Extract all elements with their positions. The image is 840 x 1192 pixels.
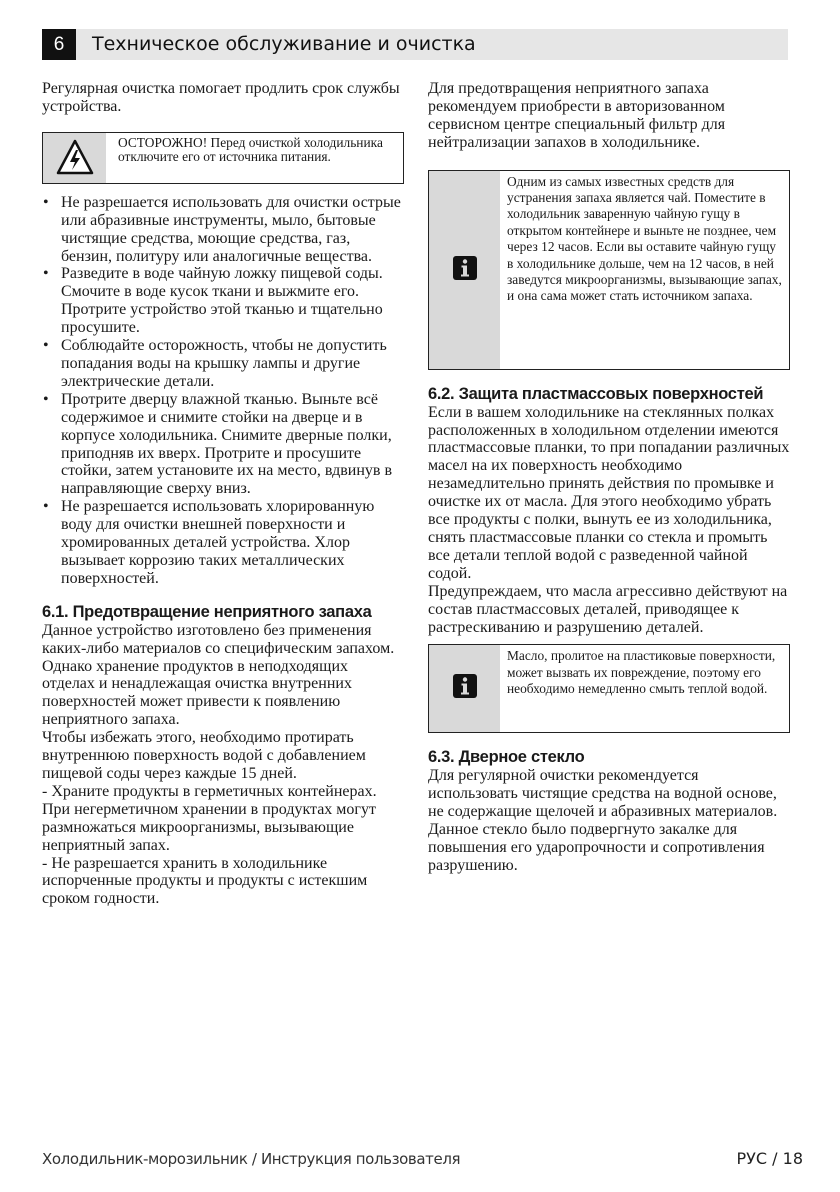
section-6-3-paragraph: Данное стекло было подвергнуто закалке для повышения его ударопрочности и сопротивления разрушению. (428, 821, 765, 874)
cleaning-bullet-list (42, 194, 404, 588)
info-text: Масло, пролитое на пластиковые поверхности, может вызвать их повреждение, поэтому его необходимо немедленно смыть теплой водой. (507, 648, 776, 697)
section-header (42, 29, 788, 60)
footer-page-number: РУС / 18 (736, 1149, 803, 1168)
section-6-1-heading: 6.1. Предотвращение неприятного запаха (42, 602, 372, 621)
list-item: • Не разрешается использовать хлорированную воду для очистки внешней поверхности и хромированных деталей устройства. Хлор вызывает коррозию таких металлических поверхностей. (42, 498, 404, 588)
section-6-2-paragraph: Предупреждаем, что масла агрессивно действуют на состав пластмассовых деталей, приводящее к растрескиванию и разрушению деталей. (428, 582, 788, 636)
warning-icon-box (43, 133, 106, 183)
info-box-tea (428, 170, 790, 370)
list-item: • Не разрешается использовать для очистки острые или абразивные инструменты, мыло, бытовые чистящие средства, моющие средства, газ, бензин, политуру или аналогичные вещества. (42, 194, 404, 266)
info-box-oil (428, 644, 790, 733)
section-6-1-paragraph: - Не разрешается хранить в холодильнике испорченные продукты и продукты с истекшим сроком годности. (42, 854, 368, 908)
warning-box (42, 132, 404, 184)
info-icon-box (429, 645, 500, 732)
section-6-1-paragraph: - Храните продукты в герметичных контейнерах. При негерметичном хранении в продуктах могут размножаться микроорганизмы, вызывающие неприятный запах. (42, 782, 377, 854)
footer-document-title: Холодильник-морозильник / Инструкция пользователя (42, 1150, 461, 1168)
left-column (42, 80, 404, 908)
info-icon-box (429, 171, 500, 369)
list-item: • Протрите дверцу влажной тканью. Выньте всё содержимое и снимите стойки на дверце и в корпусе холодильника. Снимите дверные полки, приподняв их вверх. Протрите и просушите стойки, затем установите их на место, вдвинув в направляющие сверху вниз. (42, 391, 404, 498)
section-6-1-paragraph: Чтобы избежать этого, необходимо протирать внутреннюю поверхность водой с добавлением пищевой соды через каждые 15 дней. (42, 729, 366, 782)
right-column (428, 80, 790, 875)
list-item: • Соблюдайте осторожность, чтобы не допустить попадания воды на крышку лампы и другие электрические детали. (42, 337, 404, 391)
info-icon (452, 673, 478, 699)
info-text: Одним из самых известных средств для устранения запаха является чай. Поместите в холодильник заваренную чайную гущу в открытом контейнере и выньте не позднее, чем через 12 часов. Если вы оставите чайную гущу в холодильнике дольше, чем на 12 часов, в ней заведутся микроорганизмы, вызывающие запах, и она сама может стать источником запаха. (507, 173, 782, 304)
section-6-3-heading: 6.3. Дверное стекло (428, 748, 585, 767)
warning-text: ОСТОРОЖНО! Перед очисткой холодильника отключите его от источника питания. (118, 134, 383, 165)
section-number: 6 (42, 29, 76, 60)
section-title: Техническое обслуживание и очистка (92, 33, 476, 55)
section-6-2-paragraph: Если в вашем холодильнике на стеклянных полках расположенных в холодильном отделении имеются пластмассовые планки, то при попадании различных масел на их поверхность необходимо незамедлительно принять действия по промывке и очистке их от масла. Для этого необходимо убрать все продукты с полки, вынуть ее из холодильника, снять пластмассовые планки со стекла и промыть все детали теплой водой с разведенной чайной содой. (428, 403, 790, 582)
list-item: • Разведите в воде чайную ложку пищевой соды. Смочите в воде кусок ткани и выжмите его. Протрите устройство этой тканью и тщательно просушите. (42, 265, 404, 337)
filter-recommendation-text: Для предотвращения неприятного запаха рекомендуем приобрести в авторизованном сервисном центре специальный фильтр для нейтрализации запахов в холодильнике. (428, 80, 726, 151)
high-voltage-warning-icon (56, 139, 94, 175)
intro-text: Регулярная очистка помогает продлить срок службы устройства. (42, 80, 400, 115)
section-6-2-heading: 6.2. Защита пластмассовых поверхностей (428, 384, 764, 403)
info-icon (452, 255, 478, 281)
section-6-1-paragraph: Данное устройство изготовлено без применения каких-либо материалов со специфическим запахом. Однако хранение продуктов в неподходящих отделах и ненадлежащая очистка внутренних поверхностей может привести к появлению неприятного запаха. (42, 621, 395, 729)
section-6-3-paragraph: Для регулярной очистки рекомендуется использовать чистящие средства на водной основе, не содержащие щелочей и абразивных материалов. (428, 767, 778, 821)
